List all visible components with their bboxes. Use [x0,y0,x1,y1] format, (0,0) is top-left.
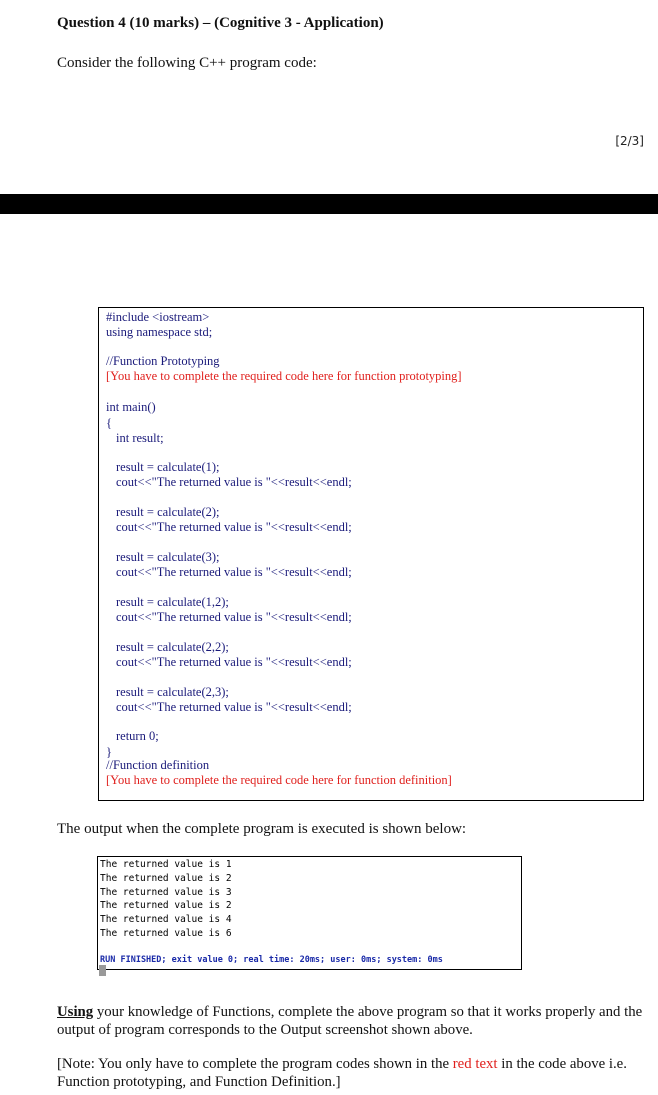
code-line: return 0; [116,729,159,743]
run-status-line: RUN FINISHED; exit value 0; real time: 20ms; user: 0ms; system: 0ms [100,955,443,965]
output-label: The output when the complete program is executed is shown below: [57,821,467,837]
note-text-end: in the code above i.e. Function prototyping, and Function Definition.] [57,1056,627,1090]
code-comment: //Function Prototyping [106,354,220,368]
code-line: { [106,416,112,430]
page-divider-bar [0,194,658,214]
output-line: The returned value is 2 [100,900,232,911]
code-line: cout<<"The returned value is "<<result<<endl; [116,700,352,714]
code-line: cout<<"The returned value is "<<result<<endl; [116,565,352,579]
terminal-cursor [99,965,106,976]
code-line: result = calculate(1); [116,460,220,474]
output-line: The returned value is 4 [100,914,232,925]
page-number: [2/3] [615,134,644,148]
note-text-start: [Note: You only have to complete the program codes shown in the [57,1056,453,1072]
note-paragraph [57,1055,647,1091]
code-line: cout<<"The returned value is "<<result<<endl; [116,475,352,489]
code-line: result = calculate(2,2); [116,640,229,654]
instruction-lead-word: Using [57,1004,94,1020]
code-line: result = calculate(2,3); [116,685,229,699]
code-line: int result; [116,431,164,445]
code-line: #include <iostream> [106,310,210,324]
output-line: The returned value is 3 [100,887,232,898]
code-line: result = calculate(2); [116,505,220,519]
code-line: cout<<"The returned value is "<<result<<endl; [116,520,352,534]
console-output [97,856,522,970]
question-heading: Question 4 (10 marks) – (Cognitive 3 - Application) [57,15,384,31]
note-red-text: red text [452,1056,498,1072]
code-line: cout<<"The returned value is "<<result<<endl; [116,655,352,669]
instruction-text: your knowledge of Functions, complete the above program so that it works properly and the output of program corresponds to the Output screenshot shown above. [57,1004,643,1038]
code-line: cout<<"The returned value is "<<result<<endl; [116,610,352,624]
code-comment: //Function definition [106,758,210,772]
code-box [98,307,644,801]
code-line: using namespace std; [106,325,213,339]
code-line: result = calculate(1,2); [116,595,229,609]
intro-text: Consider the following C++ program code: [57,55,317,71]
output-line: The returned value is 1 [100,859,232,870]
definition-placeholder: [You have to complete the required code here for function definition] [106,773,452,787]
code-line: int main() [106,400,156,414]
code-line: } [106,745,112,759]
output-line: The returned value is 2 [100,873,232,884]
output-line: The returned value is 6 [100,928,232,939]
instruction-paragraph [57,1003,647,1039]
code-line: result = calculate(3); [116,550,220,564]
prototype-placeholder: [You have to complete the required code here for function prototyping] [106,369,462,383]
